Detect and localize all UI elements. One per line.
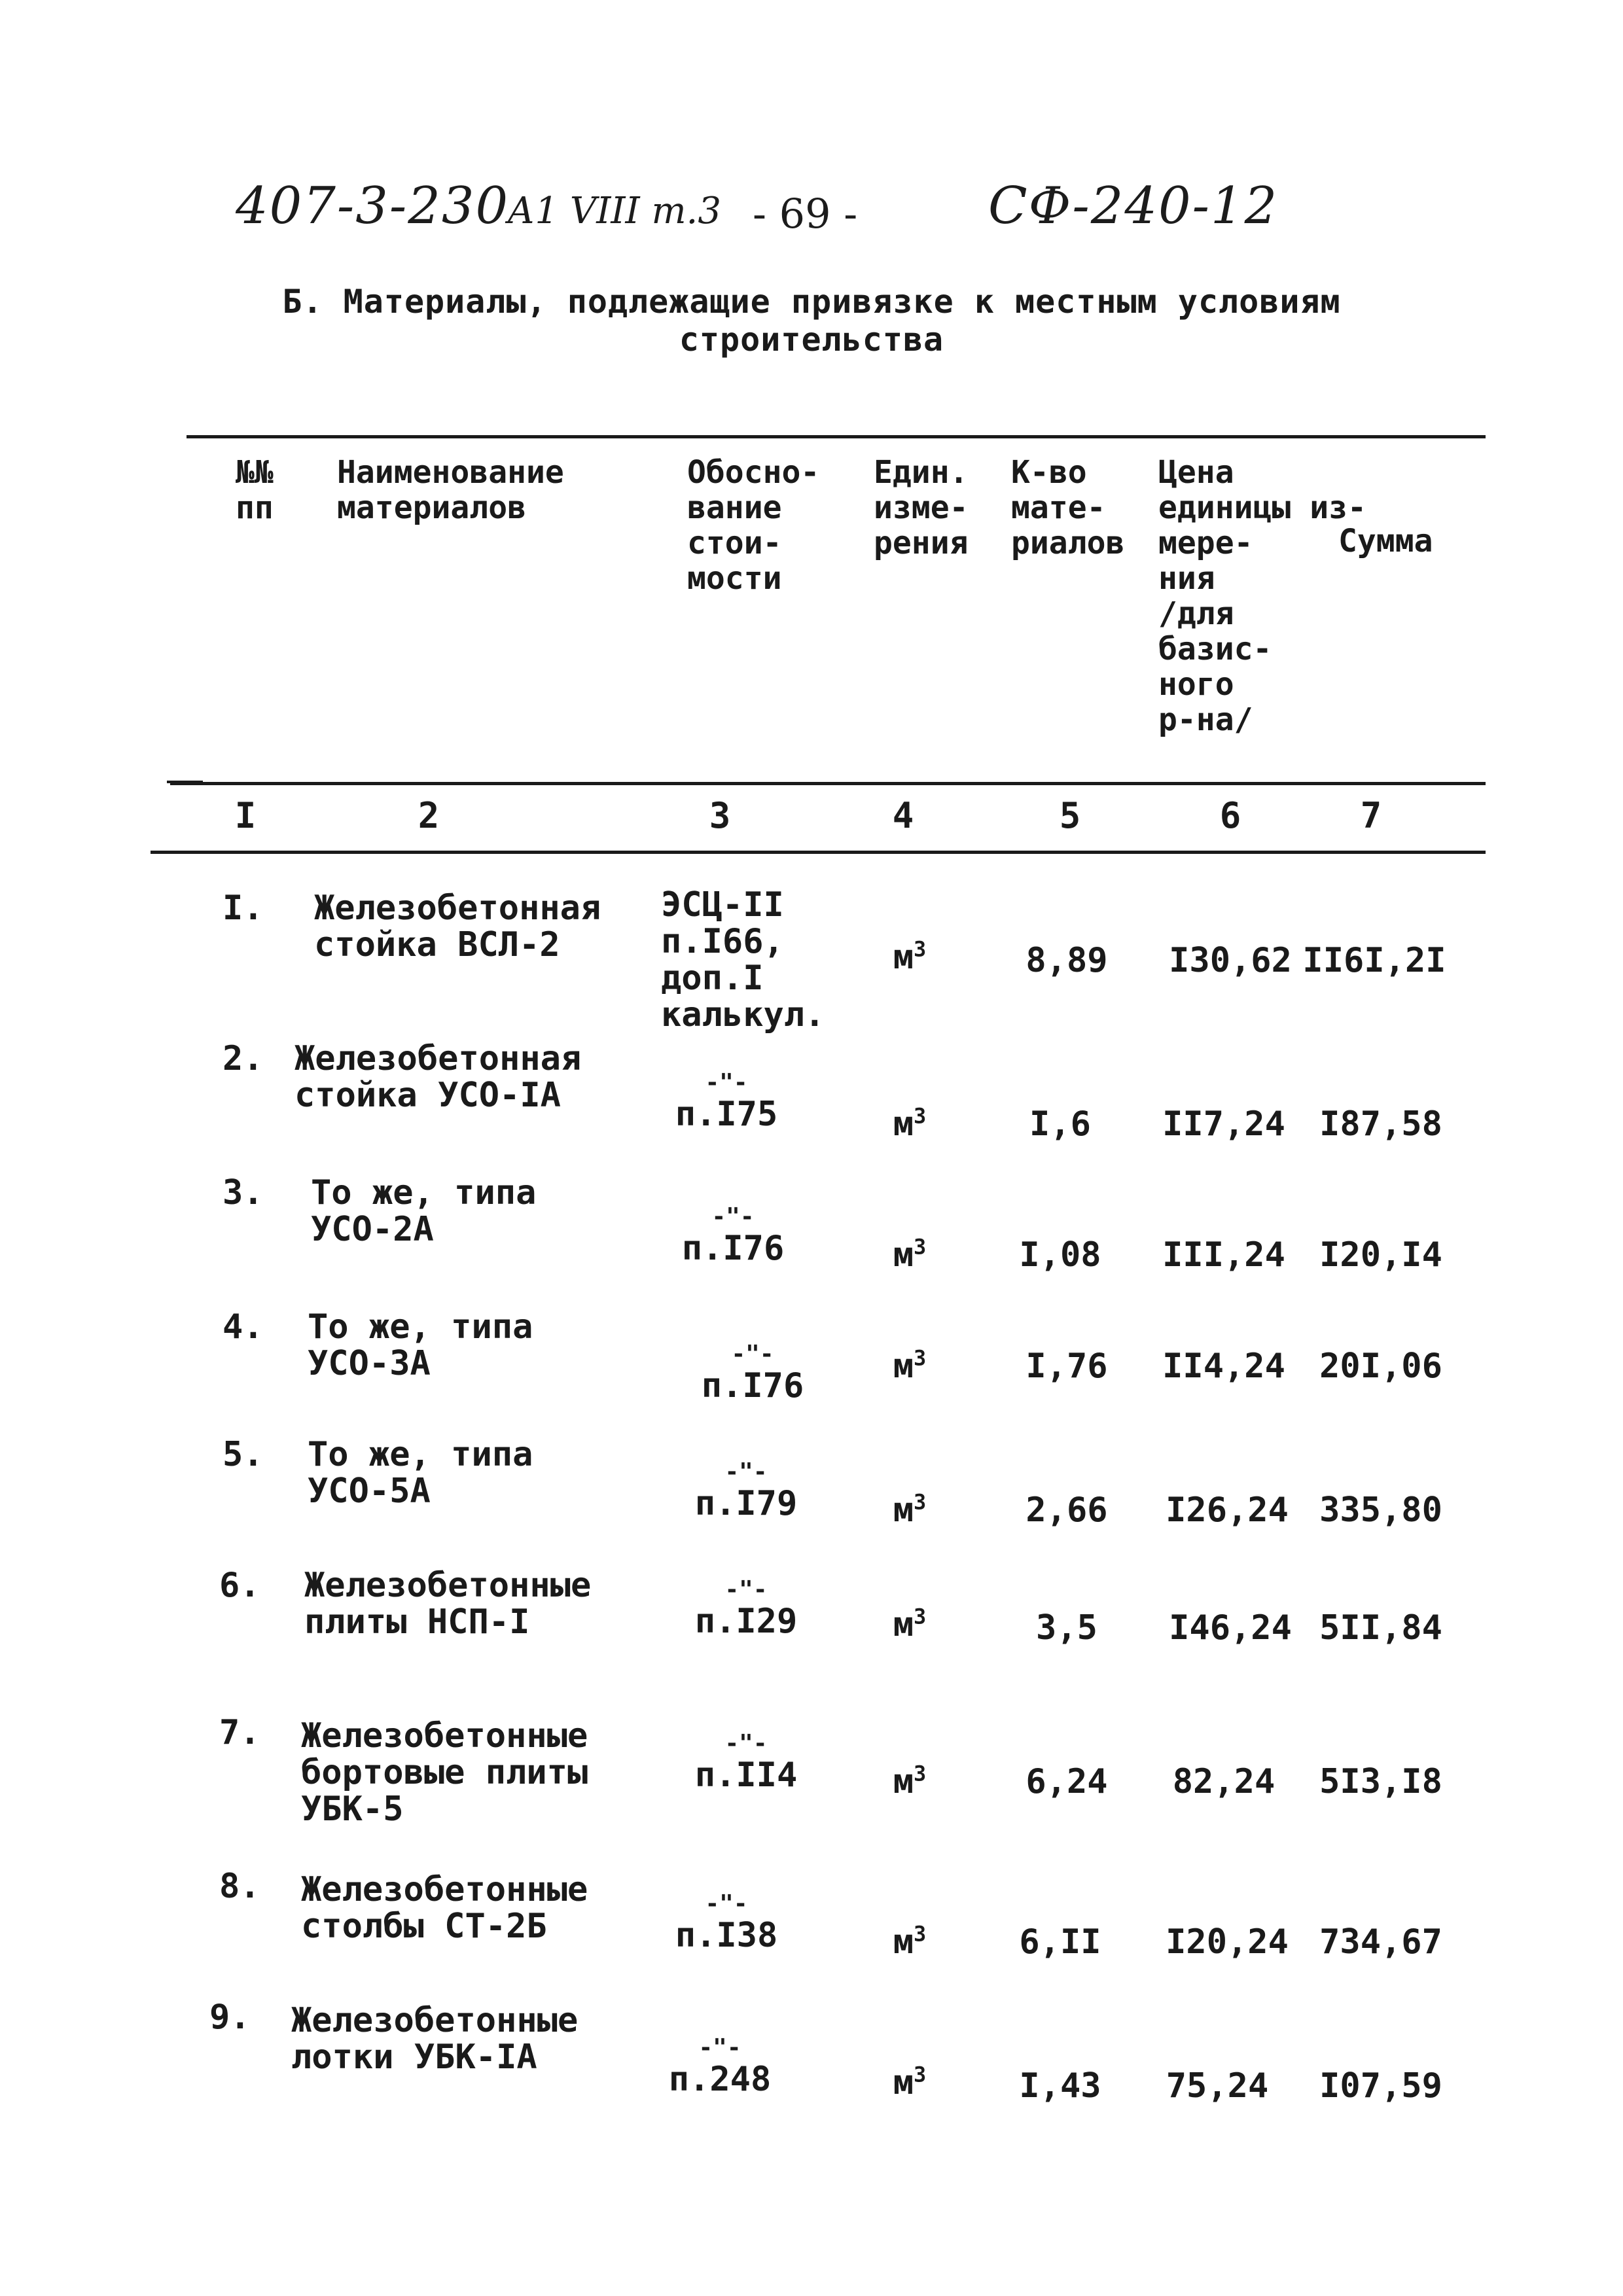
- unit-price: 75,24: [1166, 2066, 1269, 2106]
- row-number: I.: [223, 889, 264, 928]
- row-number: 8.: [219, 1867, 260, 1906]
- material-name: Железобетонные столбы СТ-2Б: [301, 1870, 588, 1946]
- column-header-name: Наименование материалов: [337, 454, 564, 526]
- unit-price: II4,24: [1162, 1347, 1285, 1386]
- cost-basis: -"- п.I79: [687, 1459, 805, 1522]
- ditto-mark: -"-: [724, 1458, 768, 1485]
- unit-price: 82,24: [1172, 1762, 1275, 1801]
- ditto-mark: -"-: [724, 1576, 768, 1603]
- page-number: - 69 -: [753, 190, 858, 238]
- section-title-line2: строительства: [679, 321, 944, 359]
- row-number: 9.: [209, 1998, 251, 2037]
- cost-basis: -"- п.I38: [668, 1891, 785, 1954]
- column-header-basis: Обосно- вание стои- мости: [687, 454, 820, 597]
- material-name: Железобетонная стойка ВСЛ-2: [314, 889, 601, 964]
- ditto-mark: -"-: [698, 2034, 741, 2061]
- total-sum: I20,I4: [1319, 1235, 1442, 1275]
- column-number: 5: [1059, 795, 1081, 836]
- quantity: I,08: [1019, 1235, 1101, 1275]
- ditto-mark: -"-: [724, 1730, 768, 1757]
- unit-of-measure: $м^3$: [893, 936, 927, 977]
- column-number: I: [234, 795, 257, 836]
- ditto-mark: -"-: [705, 1069, 748, 1096]
- material-name: То же, типа УСО-5А: [308, 1435, 533, 1511]
- cost-basis: -"- п.I29: [687, 1577, 805, 1640]
- material-name: То же, типа УСО-3А: [308, 1307, 533, 1383]
- total-sum: 5II,84: [1319, 1608, 1442, 1648]
- row-number: 5.: [223, 1435, 264, 1474]
- row-number: 2.: [223, 1039, 264, 1078]
- table-header-rule: [170, 782, 1486, 785]
- cost-basis: -"- п.I75: [661, 1070, 792, 1133]
- quantity: 2,66: [1026, 1491, 1108, 1530]
- row-number: 6.: [219, 1566, 260, 1605]
- column-header-sum: Сумма: [1338, 523, 1433, 559]
- quantity: I,6: [1029, 1104, 1091, 1144]
- unit-price: I20,24: [1166, 1922, 1289, 1962]
- unit-price: III,24: [1162, 1235, 1285, 1275]
- document-sheet-ref: А1 VIII т.3: [507, 190, 721, 232]
- total-sum: I87,58: [1319, 1104, 1442, 1144]
- total-sum: II6I,2I: [1302, 941, 1446, 980]
- unit-of-measure: $м^3$: [893, 1234, 927, 1275]
- cost-basis: -"- п.I76: [674, 1204, 792, 1267]
- column-number: 3: [709, 795, 731, 836]
- unit-of-measure: $м^3$: [893, 2062, 927, 2102]
- total-sum: 335,80: [1319, 1491, 1442, 1530]
- material-name: Железобетонные бортовые плиты УБК-5: [301, 1716, 588, 1829]
- row-number: 4.: [223, 1307, 264, 1347]
- unit-price: I46,24: [1169, 1608, 1292, 1648]
- unit-of-measure: $м^3$: [893, 1921, 927, 1962]
- unit-price: I26,24: [1166, 1491, 1289, 1530]
- unit-of-measure: $м^3$: [893, 1489, 927, 1530]
- unit-of-measure: $м^3$: [893, 1345, 927, 1386]
- total-sum: 5I3,I8: [1319, 1762, 1442, 1801]
- unit-of-measure: $м^3$: [893, 1604, 927, 1644]
- material-name: Железобетонная стойка УСО-IА: [294, 1039, 582, 1115]
- cost-basis: -"- п.II4: [687, 1731, 805, 1793]
- column-header-unit: Един. изме- рения: [874, 454, 969, 561]
- quantity: 6,24: [1026, 1762, 1108, 1801]
- total-sum: I07,59: [1319, 2066, 1442, 2106]
- ditto-mark: -"-: [711, 1203, 755, 1230]
- unit-of-measure: $м^3$: [893, 1103, 927, 1144]
- quantity: I,76: [1026, 1347, 1108, 1386]
- quantity: 8,89: [1026, 941, 1108, 980]
- document-code: 407-3-230: [236, 177, 510, 236]
- total-sum: 20I,06: [1319, 1347, 1442, 1386]
- quantity: I,43: [1019, 2066, 1101, 2106]
- total-sum: 734,67: [1319, 1922, 1442, 1962]
- material-name: Железобетонные лотки УБК-IА: [291, 2001, 579, 2077]
- material-name: Железобетонные плиты НСП-I: [304, 1566, 592, 1642]
- column-number: 6: [1219, 795, 1241, 836]
- unit-price: I30,62: [1169, 941, 1292, 980]
- table-numbers-rule: [151, 851, 1486, 854]
- row-number: 3.: [223, 1173, 264, 1212]
- row-number: 7.: [219, 1713, 260, 1752]
- table-top-rule: [187, 435, 1486, 438]
- column-number: 7: [1360, 795, 1382, 836]
- quantity: 6,II: [1019, 1922, 1101, 1962]
- unit-price: II7,24: [1162, 1104, 1285, 1144]
- unit-of-measure: $м^3$: [893, 1761, 927, 1801]
- quantity: 3,5: [1036, 1608, 1097, 1648]
- cost-basis: ЭСЦ-II п.I66, доп.I калькул.: [661, 885, 825, 1034]
- column-number: 2: [418, 795, 440, 836]
- column-header-number: №№ пп: [236, 454, 274, 526]
- ditto-mark: -"-: [731, 1341, 774, 1368]
- column-header-quantity: К-во мате- риалов: [1011, 454, 1125, 561]
- document-code-right: СФ-240-12: [988, 177, 1279, 236]
- section-title-line1: Б. Материалы, подлежащие привязке к местным условиям: [282, 283, 1341, 321]
- column-number: 4: [892, 795, 914, 836]
- cost-basis: -"- п.248: [661, 2035, 779, 2098]
- ditto-mark: -"-: [705, 1890, 748, 1917]
- cost-basis: -"- п.I76: [694, 1341, 812, 1404]
- material-name: То же, типа УСО-2А: [311, 1173, 537, 1249]
- column-header-price: Цена единицы из- мере- ния /для базис- ного р-на/: [1158, 454, 1366, 738]
